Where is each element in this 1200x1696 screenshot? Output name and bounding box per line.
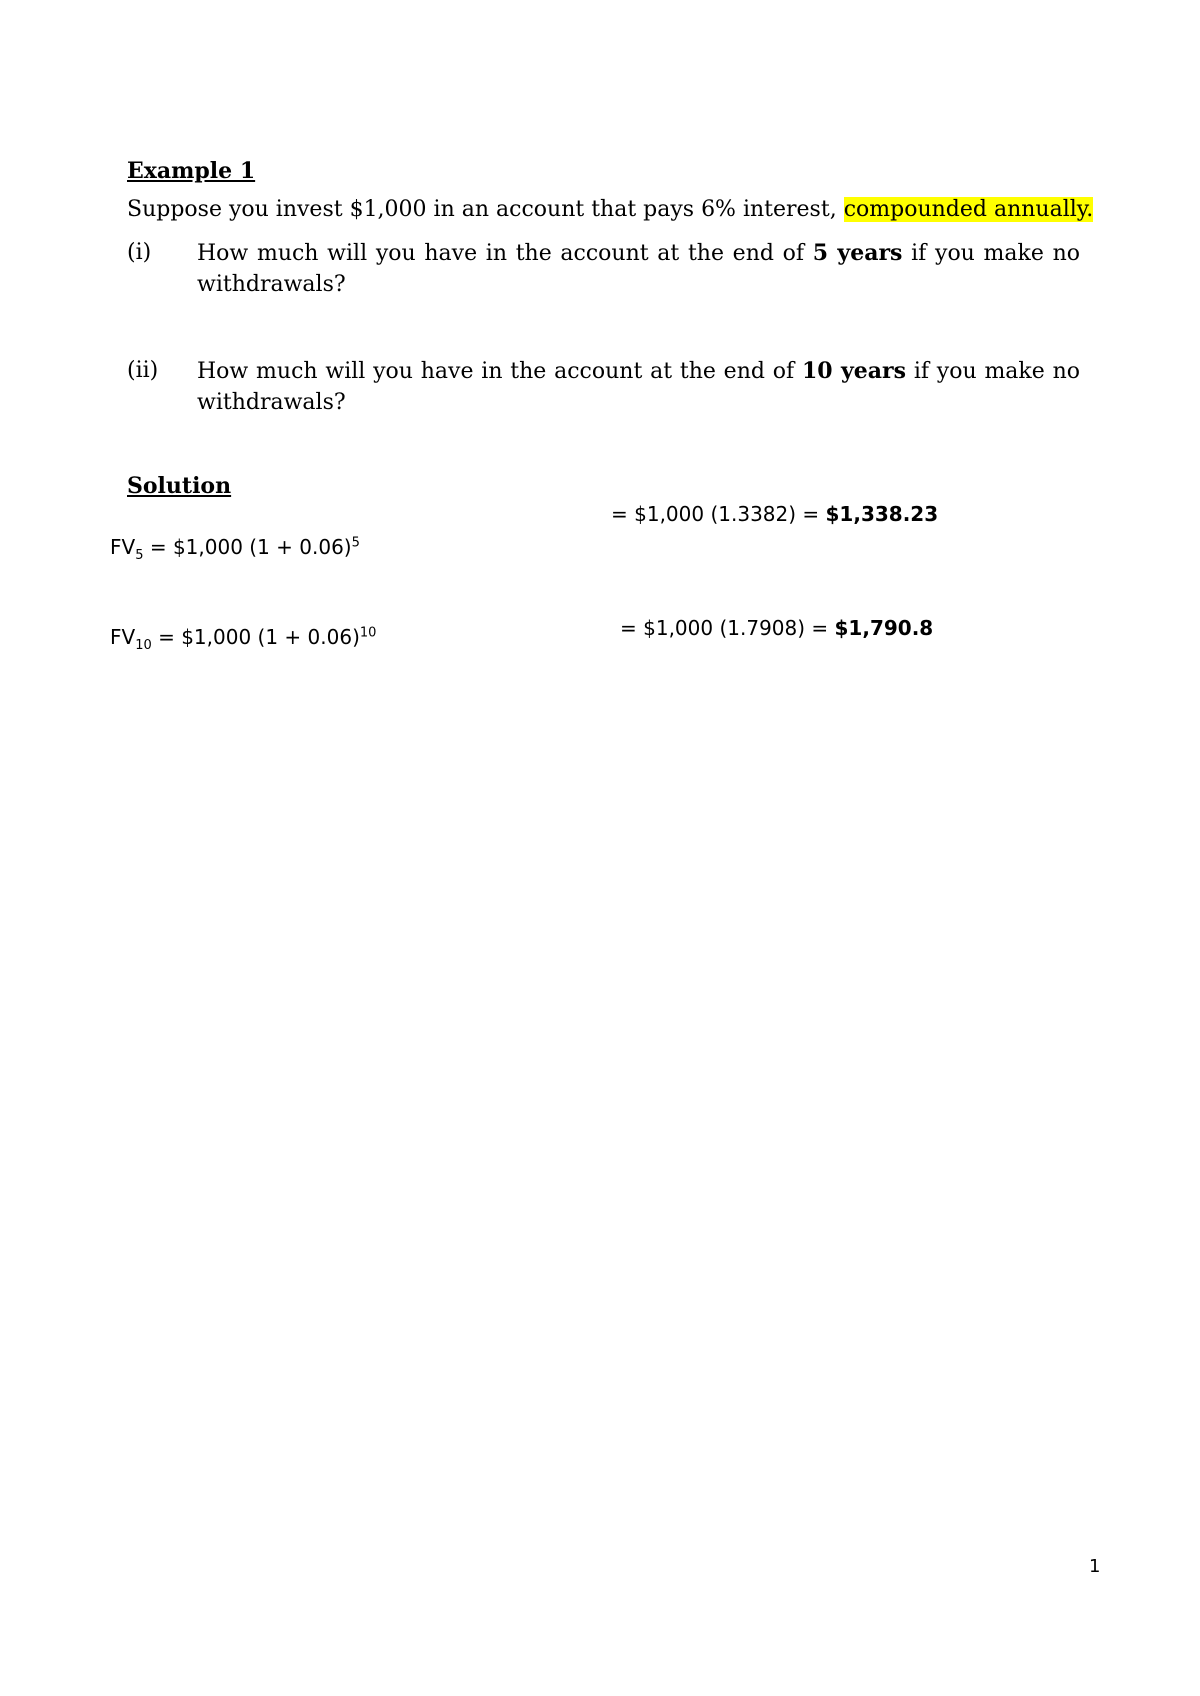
question-bold-term: 5 years (812, 240, 903, 266)
formula-subscript: 5 (135, 548, 144, 563)
question-bold-term: 10 years (801, 358, 907, 384)
formula-result-value: $1,338.23 (825, 502, 939, 526)
formula-result-value: $1,790.8 (834, 616, 934, 640)
question-text: How much will you have in the account at the end of 5 years if you make no withdrawals? (197, 240, 1080, 297)
formula-left: $FV_5$ = $1,000 $(1 + 0.06)^5$ (110, 535, 360, 563)
formula-result: = $1,000 (1.3382) = $1,338.23 (611, 502, 939, 526)
formula-exponent: 5 (351, 535, 360, 551)
solution-title: Solution (127, 473, 232, 499)
intro-sentence (127, 195, 1093, 225)
example-title: Example 1 (127, 158, 256, 184)
formula-subscript: 10 (135, 638, 152, 653)
intro-text: Suppose you invest $1,000 in an account that pays 6% interest, (127, 197, 844, 222)
formula-exponent: 10 (359, 625, 377, 641)
question-text: How much will you have in the account at the end of 10 years if you make no withdrawals? (197, 358, 1080, 415)
formula-left: $FV_{10}$ = $1,000 $(1 + 0.06)^{10}$ (110, 625, 377, 653)
question-number: (i) (127, 240, 152, 265)
question-number: (ii) (127, 358, 159, 383)
page-number: 1 (1089, 1556, 1101, 1577)
formula-result: = $1,000 (1.7908) = $1,790.8 (620, 616, 934, 640)
highlighted-phrase: compounded annually. (843, 197, 1094, 222)
